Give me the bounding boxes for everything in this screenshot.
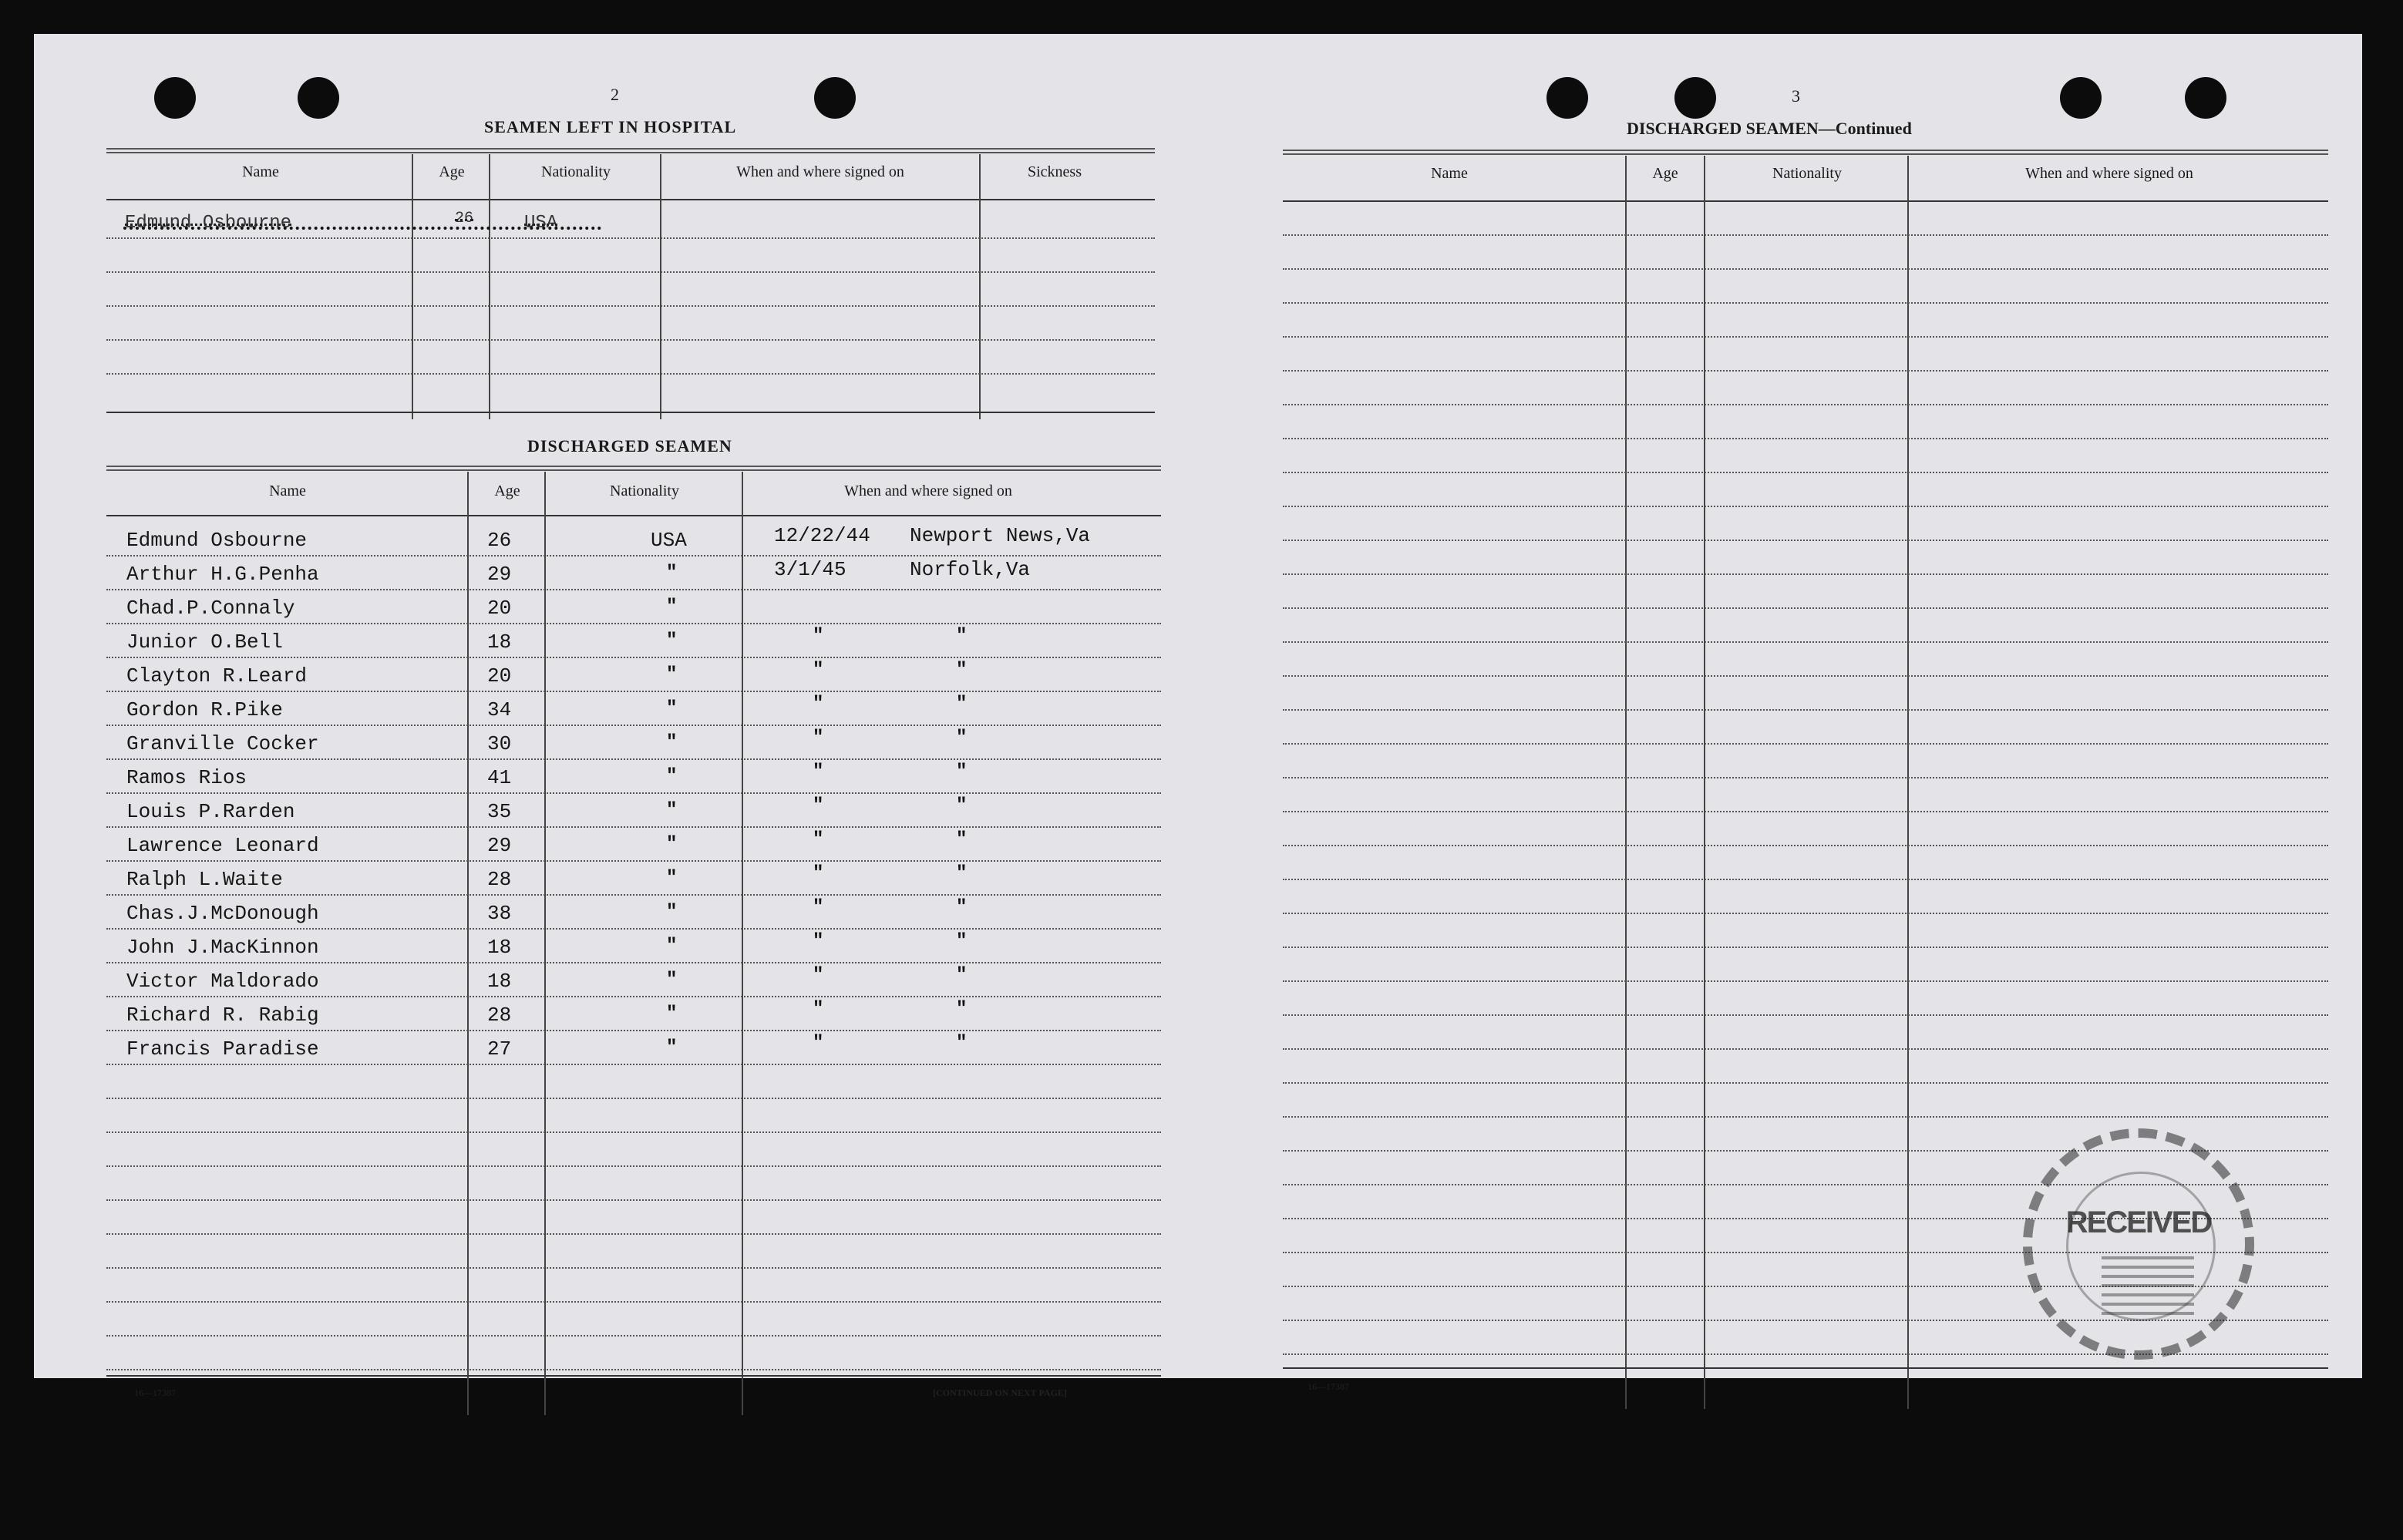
right-row-rule: [1283, 370, 2328, 372]
right-table-bottom: [1283, 1367, 2328, 1369]
discharged-table-top-border: [106, 466, 1161, 467]
seaman-age: 34: [487, 698, 512, 721]
seaman-nationality: ": [666, 563, 678, 583]
signed-on-date: ": [813, 999, 824, 1020]
right-row-rule: [1283, 506, 2328, 507]
seaman-name: Gordon R.Pike: [126, 698, 283, 721]
seaman-name: Arthur H.G.Penha: [126, 563, 319, 586]
signed-on-date: ": [813, 965, 824, 986]
discharged-row-rule: [106, 1030, 1161, 1031]
seaman-name: Chad.P.Connaly: [126, 597, 295, 620]
signed-on-place: ": [956, 931, 968, 952]
seaman-age: 30: [487, 732, 512, 755]
right-row-rule: [1283, 540, 2328, 541]
right-col-divider: [1625, 156, 1627, 1409]
right-row-rule: [1283, 1014, 2328, 1016]
seaman-nationality: ": [666, 664, 678, 685]
right-row-rule: [1283, 607, 2328, 609]
signed-on-date: 3/1/45: [774, 558, 846, 581]
discharged-row-rule: [106, 894, 1161, 896]
hospital-header-bottom: [106, 199, 1155, 200]
seaman-name: Edmund Osbourne: [126, 529, 308, 552]
seaman-name: Granville Cocker: [126, 732, 319, 755]
signed-on-place: ": [956, 762, 968, 782]
right-row-rule: [1283, 811, 2328, 812]
right-row-rule: [1283, 743, 2328, 745]
punch-hole: [1674, 77, 1716, 119]
discharged-col-name-header: Name: [269, 483, 306, 499]
discharged-row-rule: [106, 1098, 1161, 1099]
signed-on-date: ": [813, 829, 824, 850]
signed-on-date: ": [813, 897, 824, 918]
signed-on-place: ": [956, 965, 968, 986]
seaman-nationality: ": [666, 800, 678, 821]
punch-hole: [2060, 77, 2102, 119]
right-row-rule: [1283, 675, 2328, 677]
seaman-nationality: ": [666, 834, 678, 855]
right-row-rule: [1283, 472, 2328, 473]
right-col-divider: [1704, 156, 1705, 1409]
hospital-struck-nationality: USA: [524, 213, 558, 234]
discharged-section-title: DISCHARGED SEAMEN: [527, 436, 732, 456]
signed-on-place: ": [956, 999, 968, 1020]
right-section-title-main: DISCHARGED SEAMEN: [1627, 119, 1819, 138]
hospital-row-rule: [106, 237, 1155, 239]
seaman-name: Louis P.Rarden: [126, 800, 295, 823]
signed-on-place: ": [956, 795, 968, 816]
discharged-table-bottom: [106, 1375, 1161, 1377]
discharged-row-rule: [106, 758, 1161, 760]
discharged-row-rule: [106, 1131, 1161, 1133]
seaman-name: Junior O.Bell: [126, 630, 283, 654]
seaman-nationality: USA: [651, 529, 687, 552]
seaman-age: 29: [487, 563, 512, 586]
right-form-number: 16—17387: [1308, 1381, 1349, 1392]
right-col-name-header: Name: [1431, 165, 1468, 182]
right-row-rule: [1283, 1048, 2328, 1050]
right-col-age-header: Age: [1652, 165, 1678, 182]
hospital-row-rule: [106, 339, 1155, 341]
discharged-row-rule: [106, 555, 1161, 556]
discharged-row-rule: [106, 860, 1161, 862]
signed-on-date: ": [813, 863, 824, 884]
discharged-row-rule: [106, 1199, 1161, 1201]
discharged-row-rule: [106, 657, 1161, 658]
discharged-col-age-header: Age: [494, 483, 520, 499]
right-page-number: 3: [1792, 86, 1800, 106]
signed-on-date: ": [813, 931, 824, 952]
seaman-nationality: ": [666, 597, 678, 617]
discharged-row-rule: [106, 691, 1161, 692]
discharged-col-signed-on-header: When and where signed on: [844, 483, 1012, 499]
signed-on-date: 12/22/44: [774, 524, 870, 547]
signed-on-place: ": [956, 660, 968, 681]
discharged-row-rule: [106, 1335, 1161, 1337]
seaman-nationality: ": [666, 936, 678, 957]
right-section-title: [1627, 119, 1912, 139]
right-row-rule: [1283, 234, 2328, 236]
seaman-name: Lawrence Leonard: [126, 834, 319, 857]
discharged-row-rule: [106, 962, 1161, 963]
discharged-row-rule: [106, 792, 1161, 794]
discharged-row-rule: [106, 1267, 1161, 1269]
signed-on-date: ": [813, 728, 824, 748]
left-page-number: 2: [611, 85, 619, 104]
signed-on-date: ": [813, 660, 824, 681]
right-row-rule: [1283, 845, 2328, 846]
hospital-col-age-header: Age: [439, 163, 465, 180]
right-header-bottom: [1283, 200, 2328, 202]
seaman-age: 28: [487, 1004, 512, 1027]
discharged-row-rule: [106, 1233, 1161, 1235]
discharged-row-rule: [106, 1369, 1161, 1370]
signed-on-place: ": [956, 897, 968, 918]
hospital-row-rule: [106, 305, 1155, 307]
seaman-age: 18: [487, 970, 512, 993]
discharged-row-rule: [106, 928, 1161, 930]
right-col-nationality-header: Nationality: [1772, 165, 1842, 182]
discharged-col-divider: [467, 472, 469, 1415]
hospital-col-divider: [489, 154, 490, 419]
discharged-row-rule: [106, 826, 1161, 828]
seaman-age: 28: [487, 868, 512, 891]
hospital-table-bottom: [106, 412, 1155, 413]
seaman-age: 20: [487, 664, 512, 688]
seaman-nationality: ": [666, 970, 678, 990]
hospital-col-nationality-header: Nationality: [541, 163, 611, 180]
right-section-title-cont: —Continued: [1818, 119, 1912, 138]
discharged-row-rule: [106, 1301, 1161, 1303]
right-row-rule: [1283, 641, 2328, 643]
punch-hole: [2185, 77, 2226, 119]
manifest-sheet: [34, 34, 2362, 1398]
seaman-name: Chas.J.McDonough: [126, 902, 319, 925]
seaman-age: 27: [487, 1037, 512, 1061]
right-col-signed-on-header: When and where signed on: [2025, 165, 2193, 182]
discharged-col-nationality-header: Nationality: [610, 483, 679, 499]
received-stamp-illegible-text: [2102, 1253, 2194, 1315]
seaman-name: Richard R. Rabig: [126, 1004, 319, 1027]
seaman-nationality: ": [666, 766, 678, 787]
signed-on-date: ": [813, 795, 824, 816]
seaman-name: Clayton R.Leard: [126, 664, 308, 688]
seaman-age: 29: [487, 834, 512, 857]
seaman-nationality: ": [666, 732, 678, 753]
seaman-nationality: ": [666, 630, 678, 651]
discharged-col-divider: [544, 472, 546, 1415]
right-row-rule: [1283, 709, 2328, 711]
discharged-row-rule: [106, 1064, 1161, 1065]
seaman-age: 18: [487, 936, 512, 959]
signed-on-place: ": [956, 626, 968, 647]
right-row-rule: [1283, 438, 2328, 439]
seaman-name: Ramos Rios: [126, 766, 247, 789]
right-row-rule: [1283, 268, 2328, 270]
signed-on-date: ": [813, 1033, 824, 1054]
seaman-name: John J.MacKinnon: [126, 936, 319, 959]
signed-on-place: ": [956, 829, 968, 850]
seaman-age: 26: [487, 529, 512, 552]
signed-on-place: Norfolk,Va: [910, 558, 1031, 581]
right-col-divider: [1907, 156, 1909, 1409]
seaman-nationality: ": [666, 902, 678, 923]
seaman-nationality: ": [666, 868, 678, 889]
discharged-row-rule: [106, 623, 1161, 624]
seaman-name: Francis Paradise: [126, 1037, 319, 1061]
hospital-col-divider: [660, 154, 661, 419]
signed-on-place: ": [956, 1033, 968, 1054]
hospital-col-signed-on-header: When and where signed on: [736, 163, 904, 180]
seaman-age: 41: [487, 766, 512, 789]
hospital-strike-through: [123, 227, 601, 230]
hospital-row-rule: [106, 271, 1155, 273]
punch-hole: [154, 77, 196, 119]
right-table-top-border: [1283, 150, 2328, 151]
hospital-struck-age: 26: [455, 210, 474, 227]
right-row-rule: [1283, 777, 2328, 778]
hospital-struck-name: Edmund Osbourne: [125, 213, 292, 234]
hospital-col-divider: [979, 154, 981, 419]
hospital-section-title: SEAMEN LEFT IN HOSPITAL: [484, 117, 737, 136]
seaman-age: 38: [487, 902, 512, 925]
seaman-name: Ralph L.Waite: [126, 868, 283, 891]
right-row-rule: [1283, 913, 2328, 914]
seaman-nationality: ": [666, 698, 678, 719]
signed-on-date: ": [813, 762, 824, 782]
discharged-col-divider: [742, 472, 743, 1415]
right-row-rule: [1283, 336, 2328, 338]
hospital-col-divider: [412, 154, 413, 419]
signed-on-date: ": [813, 694, 824, 715]
right-row-rule: [1283, 1082, 2328, 1084]
seaman-age: 18: [487, 630, 512, 654]
left-form-number: 16—17387: [134, 1387, 176, 1398]
punch-hole: [1546, 77, 1588, 119]
hospital-col-sickness-header: Sickness: [1028, 163, 1082, 180]
received-stamp: [2023, 1128, 2254, 1360]
punch-hole: [298, 77, 339, 119]
seaman-nationality: ": [666, 1004, 678, 1024]
right-row-rule: [1283, 879, 2328, 880]
right-row-rule: [1283, 1116, 2328, 1118]
continued-note: [CONTINUED ON NEXT PAGE]: [933, 1387, 1067, 1398]
signed-on-place: ": [956, 694, 968, 715]
hospital-row-rule: [106, 373, 1155, 375]
signed-on-place: ": [956, 863, 968, 884]
right-row-rule: [1283, 404, 2328, 405]
seaman-nationality: ": [666, 1037, 678, 1058]
punch-hole: [814, 77, 856, 119]
right-row-rule: [1283, 980, 2328, 982]
signed-on-place: Newport News,Va: [910, 524, 1091, 547]
discharged-header-bottom: [106, 515, 1161, 516]
received-stamp-text: RECEIVED: [2065, 1205, 2212, 1239]
seaman-age: 35: [487, 800, 512, 823]
right-row-rule: [1283, 573, 2328, 575]
hospital-table-top-border: [106, 148, 1155, 150]
hospital-col-name-header: Name: [242, 163, 279, 180]
discharged-row-rule: [106, 1165, 1161, 1167]
seaman-age: 20: [487, 597, 512, 620]
discharged-row-rule: [106, 589, 1161, 590]
discharged-row-rule: [106, 996, 1161, 997]
discharged-row-rule: [106, 725, 1161, 726]
signed-on-date: ": [813, 626, 824, 647]
right-row-rule: [1283, 302, 2328, 304]
right-row-rule: [1283, 947, 2328, 948]
seaman-name: Victor Maldorado: [126, 970, 319, 993]
signed-on-place: ": [956, 728, 968, 748]
